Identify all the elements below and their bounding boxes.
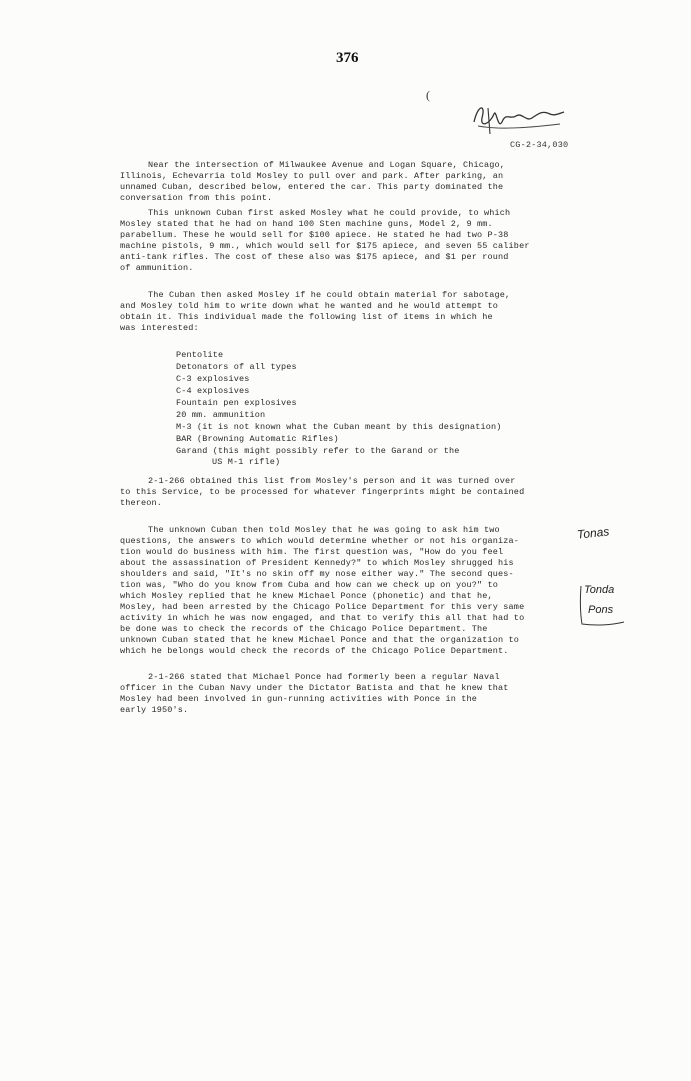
text-line: parabellum. These he would sell for $100 apiece. He stated he had two P-38 <box>120 230 509 240</box>
text-line: The unknown Cuban then told Mosley that he was going to ask him two <box>148 525 500 535</box>
list-item: C-3 explosives <box>176 374 250 384</box>
text-line: Mosley had been involved in gun-running activities with Ponce in the <box>120 694 478 704</box>
text-line: 2-1-266 obtained this list from Mosley's person and it was turned over <box>148 476 516 486</box>
text-line: Illinois, Echevarria told Mosley to pull over and park. After parking, an <box>120 171 504 181</box>
text-line: and Mosley told him to write down what he wanted and he would attempt to <box>120 301 499 311</box>
text-line: Mosley, had been arrested by the Chicago Police Department for this very same <box>120 602 525 612</box>
text-line: Mosley stated that he had on hand 100 Sten machine guns, Model 2, 9 mm. <box>120 219 493 229</box>
text-line: Near the intersection of Milwaukee Avenue and Logan Square, Chicago, <box>148 160 506 170</box>
list-item: Garand (this might possibly refer to the Garand or the <box>176 446 460 456</box>
text-line: questions, the answers to which would determine whether or not his organiza- <box>120 536 520 546</box>
margin-annotation: Tonas <box>576 524 610 542</box>
text-line: The Cuban then asked Mosley if he could obtain material for sabotage, <box>148 290 511 300</box>
text-line: to this Service, to be processed for whatever fingerprints might be contained <box>120 487 525 497</box>
text-line: which Mosley replied that he knew Michael Ponce (phonetic) and that he, <box>120 591 493 601</box>
annotation-line: Pons <box>588 604 614 616</box>
text-line: of ammunition. <box>120 263 194 273</box>
text-line: be done was to check the records of the Chicago Police Department. The <box>120 624 488 634</box>
file-number: CG-2-34,030 <box>510 140 569 150</box>
list-item: Fountain pen explosives <box>176 398 297 408</box>
text-line: 2-1-266 stated that Michael Ponce had formerly been a regular Naval <box>148 672 500 682</box>
text-line: conversation from this point. <box>120 193 273 203</box>
margin-annotation-box <box>578 582 628 628</box>
text-line: tion would do business with him. The first question was, "How do you feel <box>120 547 504 557</box>
text-line: which he belongs would check the records of the Chicago Police Department. <box>120 646 509 656</box>
text-line: early 1950's. <box>120 705 189 715</box>
list-item: BAR (Browning Automatic Rifles) <box>176 434 339 444</box>
text-line: officer in the Cuban Navy under the Dictator Batista and that he knew that <box>120 683 509 693</box>
list-item: C-4 explosives <box>176 386 250 396</box>
annotation-line: Tonda <box>584 584 615 596</box>
text-line: machine pistols, 9 mm., which would sell for $175 apiece, and seven 55 caliber <box>120 241 530 251</box>
list-item: Pentolite <box>176 350 224 360</box>
text-line: about the assassination of President Kennedy?" to which Mosley shrugged his <box>120 558 514 568</box>
list-item: M-3 (it is not known what the Cuban meant by this designation) <box>176 422 502 432</box>
text-line: activity in which he was now engaged, and that to verify this all that had to <box>120 613 525 623</box>
text-line: thereon. <box>120 498 163 508</box>
list-item: US M-1 rifle) <box>212 457 281 467</box>
handwritten-mark: ( <box>426 88 430 102</box>
text-line: unnamed Cuban, described below, entered the car. This party dominated the <box>120 182 504 192</box>
text-line: unknown Cuban stated that he knew Michael Ponce and that the organization to <box>120 635 520 645</box>
list-item: 20 mm. ammunition <box>176 410 266 420</box>
text-line: was interested: <box>120 323 199 333</box>
text-line: This unknown Cuban first asked Mosley what he could provide, to which <box>148 208 511 218</box>
text-line: tion was, "Who do you know from Cuba and how can we check up on you?" to <box>120 580 499 590</box>
text-line: anti-tank rifles. The cost of these also was $175 apiece, and $1 per round <box>120 252 509 262</box>
text-line: shoulders and said, "It's no skin off my nose either way." The second ques- <box>120 569 514 579</box>
text-line: obtain it. This individual made the following list of items in which he <box>120 312 493 322</box>
page-number: 376 <box>336 50 359 66</box>
list-item: Detonators of all types <box>176 362 297 372</box>
